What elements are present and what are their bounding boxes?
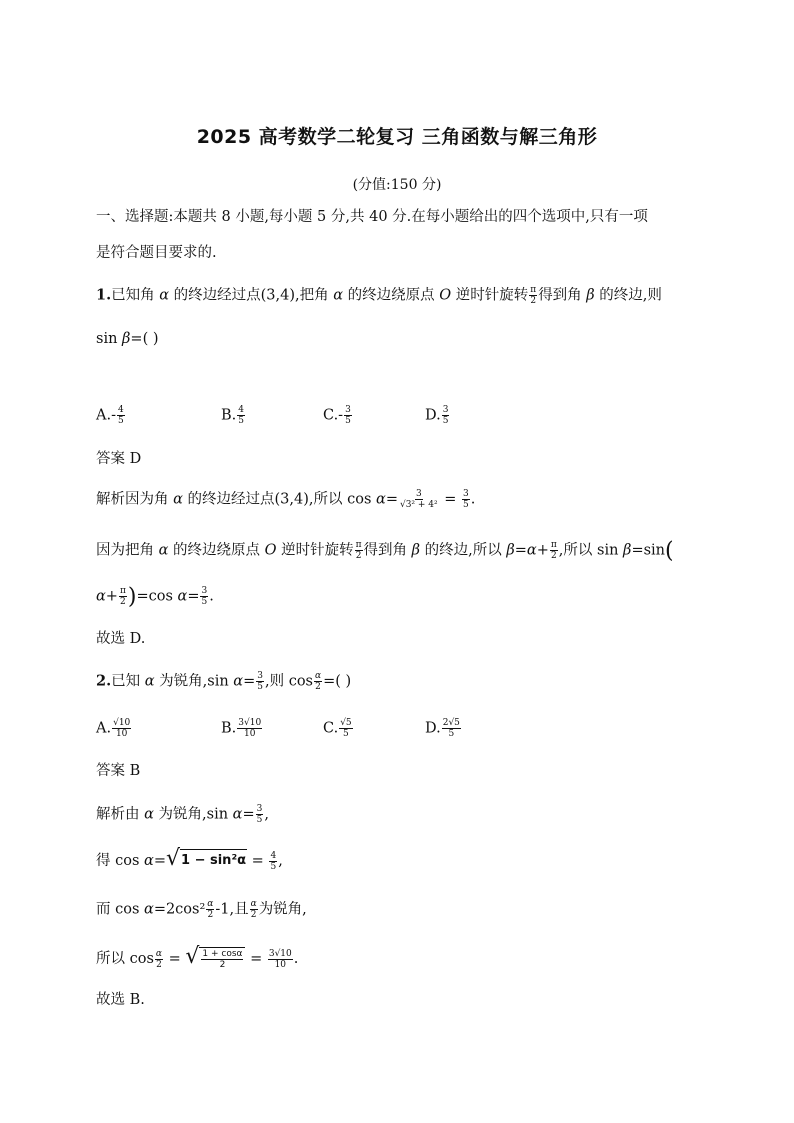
q2-explanation-line1: 解析由 α 为锐角,sin α= $\frac{3}{5}$ , [96,804,269,825]
pi-over-2: $\frac{\pi}{2}$ [530,285,537,306]
q2-explanation-line2: 得 cos α= √ 1 − sin²α = $\frac{4}{5}$ , [96,846,283,872]
q1-option-a: A.- $\frac{4}{5}$ [96,405,124,426]
sqrt-fraction: √ $\frac{1 + \cos\alpha}{2}$ [185,947,245,970]
section-heading-line1: 一、选择题:本题共 8 小题,每小题 5 分,共 40 分.在每小题给出的四个选项中,只有一项 [96,209,648,225]
score-note: (分值:150 分) [352,177,442,193]
q1-explanation-line1: 解析因为角 α 的终边经过点(3,4),所以 cos α= $\frac{3}{\text{√3² + 4²}}$ = $\frac{3}{5}$ . [96,489,476,510]
q1-option-c: C.- $\frac{3}{5}$ [323,405,351,426]
q2-option-b: B. $\frac{3√10}{10}$ [221,718,262,739]
page-title: 2025 高考数学二轮复习 三角函数与解三角形 [196,126,598,148]
sqrt-expression: √ 1 − sin²α [165,846,247,871]
q2-explanation-line3: 而 cos α=2cos² $\frac{\alpha}{2}$ -1,且 $\frac{\alpha}{2}$ 为锐角, [96,899,307,920]
q1-stem-line1: 1.已知角 α 的终边经过点(3,4),把角 α 的终边绕原点 O 逆时针旋转 $\frac{\pi}{2}$ 得到角 β 的终边,则 [96,285,662,306]
q1-explanation-line2: 因为把角 α 的终边绕原点 O 逆时针旋转 $\frac{\pi}{2}$ 得到角 β 的终边,所以 β=α+ $\frac{\pi}{2}$ ,所以 sin β=sin( [96,538,674,564]
q1-number: 1. [96,286,112,304]
q2-option-c: C. $\frac{√5}{5}$ [323,718,352,739]
q2-conclusion: 故选 B. [96,992,145,1008]
q1-explanation-line3: α+ $\frac{\pi}{2}$ )=cos α= $\frac{3}{5}$ . [96,584,214,610]
q1-stem-line2: sin β=( ) [96,331,159,347]
q1-option-d: D. $\frac{3}{5}$ [425,405,449,426]
q2-number: 2. [96,672,112,690]
q1-option-b: B. $\frac{4}{5}$ [221,405,244,426]
q2-answer: 答案 B [96,763,141,779]
q2-stem: 2.已知 α 为锐角,sin α= $\frac{3}{5}$ ,则 cos $\frac{\alpha}{2}$ =( ) [96,671,352,692]
q2-option-a: A. $\frac{√10}{10}$ [96,718,131,739]
section-heading-line2: 是符合题目要求的. [96,245,217,261]
q2-explanation-line4: 所以 cos $\frac{\alpha}{2}$ = √ $\frac{1 + \cos\alpha}{2}$ = $\frac{3√10}{10}$ . [96,944,299,970]
q1-answer: 答案 D [96,451,142,467]
q2-option-d: D. $\frac{2√5}{5}$ [425,718,460,739]
q1-conclusion: 故选 D. [96,631,146,647]
